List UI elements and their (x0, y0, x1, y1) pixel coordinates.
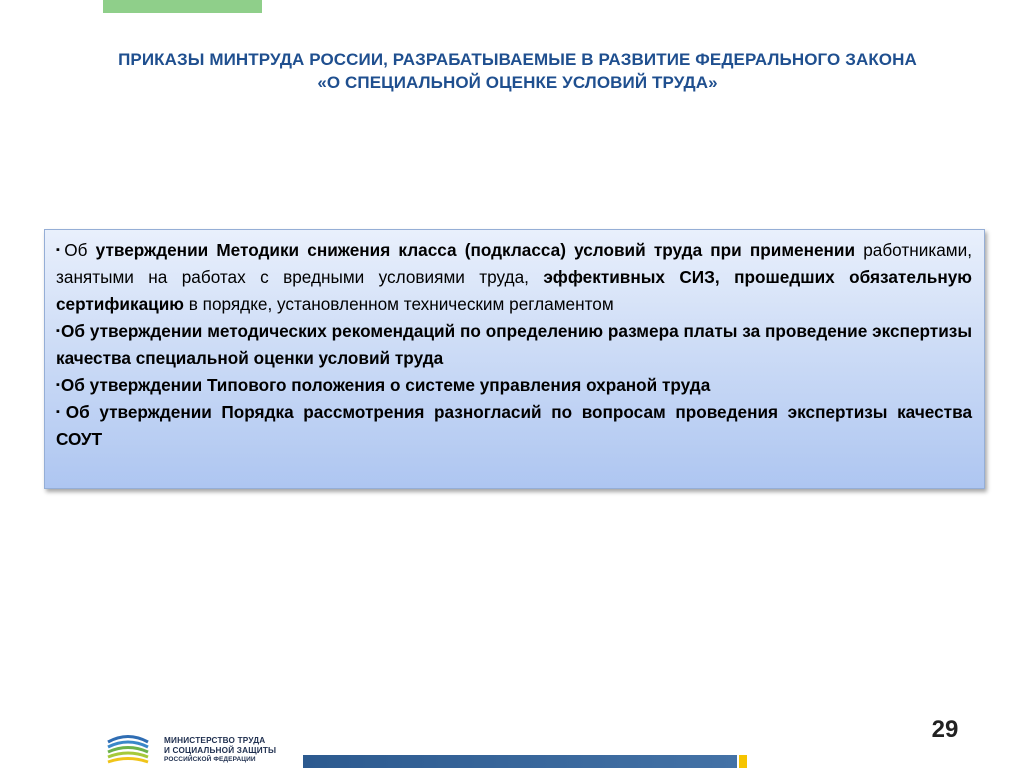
list-item-text-bold: утверждении Методики снижения класса (подкласса) условий труда при применении (95, 240, 856, 260)
list-item-text-bold: эффективных СИЗ, прошедших обязательную сертификацию (56, 267, 972, 314)
slide-title (40, 48, 995, 94)
list-item-text: Об утверждении методических рекомендаций по определению размера платы за проведение экспертизы качества специальной оценки условий труда (56, 321, 972, 368)
ministry-name-line-3: РОССИЙСКОЙ ФЕДЕРАЦИИ (164, 756, 256, 763)
list-item-text: Об (64, 240, 96, 260)
footer-accent (739, 755, 747, 768)
list-item (56, 372, 972, 399)
list-item (56, 318, 972, 372)
page-number: 29 (931, 716, 959, 743)
slide-title-line-2: «О СПЕЦИАЛЬНОЙ ОЦЕНКЕ УСЛОВИЙ ТРУДА» (317, 73, 718, 92)
ministry-name (164, 736, 276, 765)
footer-bar (303, 755, 737, 768)
list-item-text: Об утверждении Порядка рассмотрения разногласий по вопросам проведения экспертизы качества СОУТ (56, 402, 972, 449)
square-bullet-icon: ▪ (56, 379, 60, 391)
list-item (56, 399, 972, 453)
orders-list-box (44, 229, 985, 489)
list-item-text: в порядке, установленном техническим регламентом (183, 294, 614, 314)
slide-title-line-1: ПРИКАЗЫ МИНТРУДА РОССИИ, РАЗРАБАТЫВАЕМЫЕ В РАЗВИТИЕ ФЕДЕРАЛЬНОГО ЗАКОНА (118, 50, 917, 69)
square-bullet-icon: ▪ (56, 406, 65, 418)
square-bullet-icon: ▪ (56, 244, 64, 256)
list-item (56, 237, 972, 318)
top-accent-bar (103, 0, 262, 13)
ministry-name-line-2: И СОЦИАЛЬНОЙ ЗАЩИТЫ (164, 745, 277, 755)
list-item-text: работниками, занятыми на работах с вредными условиями труда, (56, 240, 972, 287)
ministry-logo-icon (106, 733, 150, 765)
ministry-name-line-1: МИНИСТЕРСТВО ТРУДА (164, 736, 266, 745)
square-bullet-icon: ▪ (56, 325, 60, 337)
list-item-text: Об утверждении Типового положения о системе управления охраной труда (60, 375, 711, 395)
